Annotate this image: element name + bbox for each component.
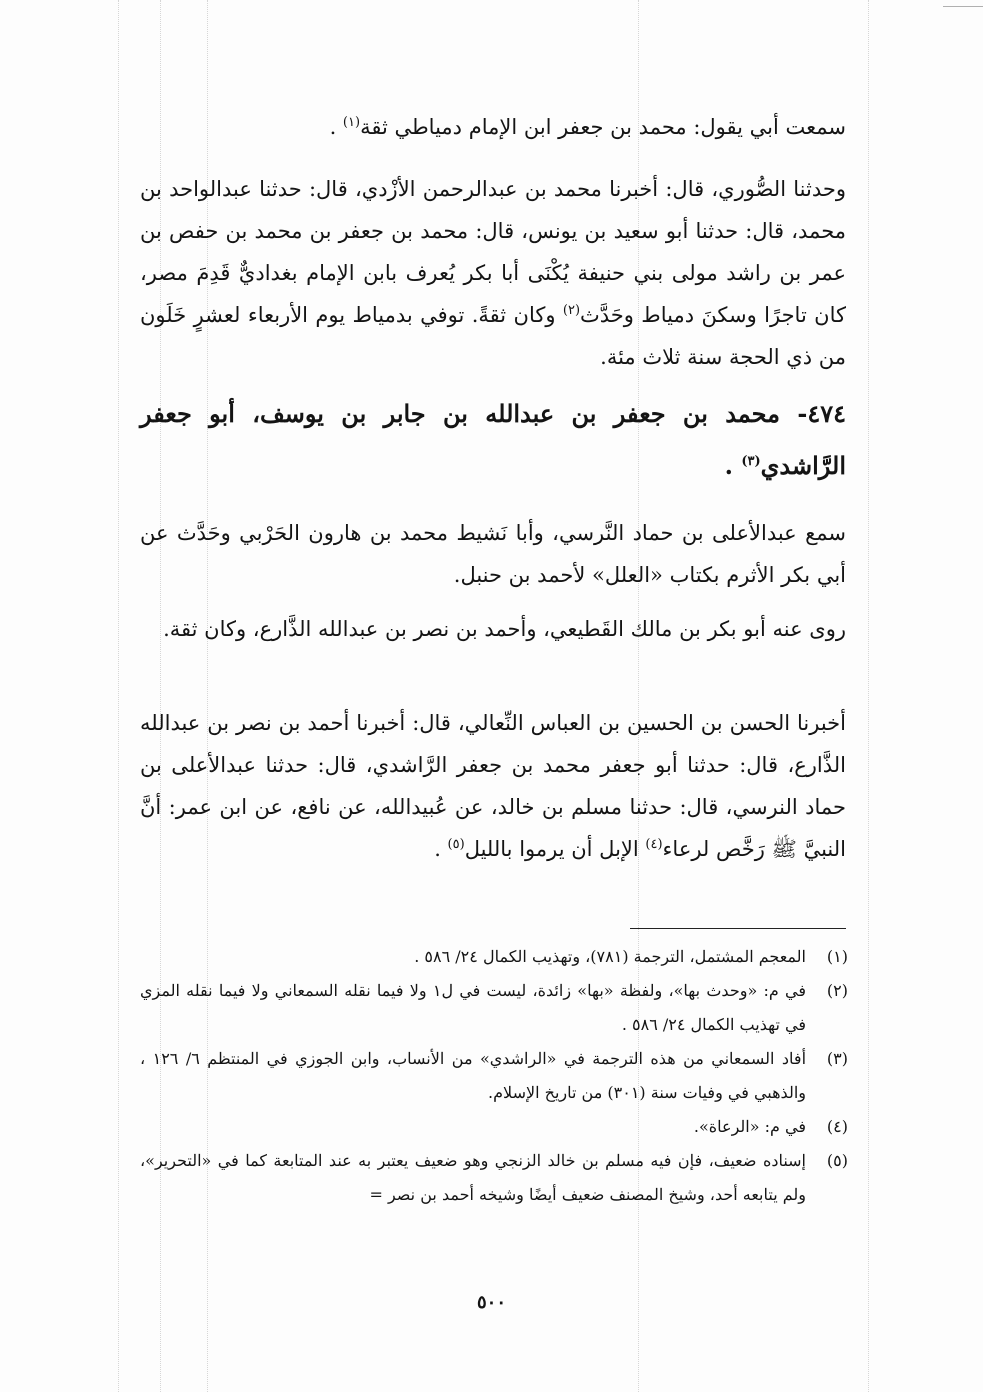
paragraph-3-text: سمع عبدالأعلى بن حماد النَّرسي، وأبا نَشيط محمد بن هارون الحَرْبي وحَدَّث عن أبي بكر الأثرم بكتاب «العلل» لأحمد بن حنبل. xyxy=(140,521,846,587)
paragraph-4-text: روى عنه أبو بكر بن مالك القَطيعي، وأحمد بن نصر بن عبدالله الذَّارع، وكان ثقة. xyxy=(163,617,846,641)
scan-artifact-line xyxy=(868,0,869,1392)
entry-heading-end: . xyxy=(724,451,742,480)
paragraph-text xyxy=(140,168,846,378)
footnotes xyxy=(140,940,848,1212)
entry-heading xyxy=(140,388,846,492)
footnote-ref-3: (٣) xyxy=(741,454,761,469)
footnote-number: (٤) xyxy=(826,1117,848,1136)
paragraph-5-text-b: الإبل أن يرموا بالليل xyxy=(464,837,646,861)
footnote-number: (٢) xyxy=(826,981,848,1000)
footnote-text: في م: «الرعاة». xyxy=(693,1117,806,1136)
scan-corner-mark xyxy=(943,6,983,7)
paragraph-2-text-b: وكان ثقةً. توفي بدمياط يوم الأربعاء لعشرٍ خَلَون من ذي الحجة سنة ثلاث مئة. xyxy=(140,303,846,369)
footnote-ref-4: (٤) xyxy=(645,837,663,852)
page-number: ٥٠٠ xyxy=(476,1292,506,1313)
paragraph-5-end: . xyxy=(434,837,448,861)
footnote-text: إسناده ضعيف، فإن فيه مسلم بن خالد الزنجي وهو ضعيف يعتبر به عند المتابعة كما في «التحرير»، ولم يتابعه أحد، وشيخ المصنف ضعيف أيضًا وشيخه أحمد بن نصر = xyxy=(140,1151,806,1204)
footnote-separator xyxy=(630,928,846,929)
paragraph-5 xyxy=(140,702,846,870)
footnote-item xyxy=(140,1110,848,1144)
paragraph-1 xyxy=(140,106,846,148)
entry-heading-title: ٤٧٤- محمد بن جعفر بن عبدالله بن جابر بن يوسف، أبو جعفر الرَّاشدي xyxy=(140,399,846,480)
paragraph-5-text-a: أخبرنا الحسن بن الحسين بن العباس النِّعالي، قال: أخبرنا أحمد بن نصر بن عبدالله الذَّارع، قال: حدثنا أبو جعفر محمد بن جعفر الرَّاشدي، قال: حدثنا عبدالأعلى بن حماد النرسي، قال: حدثنا مسلم بن خالد، عن عُبيدالله، عن نافع، عن ابن عمر: أنَّ النبيَّ ﷺ رَخَّص لرعاء xyxy=(140,711,846,861)
footnote-ref-1: (١) xyxy=(342,115,361,130)
entry-heading-text xyxy=(140,388,846,492)
paragraph-3 xyxy=(140,512,846,596)
paragraph-2-text-a: وحدثنا الصُّوري، قال: أخبرنا محمد بن عبدالرحمن الأزْدي، قال: حدثنا عبدالواحد بن محمد، قال: حدثنا أبو سعيد بن يونس، قال: محمد بن جعفر بن محمد بن حفص بن عمر بن راشد مولى بني حنيفة يُكْنَى أبا بكر يُعرف بابن الإمام بغداديٌّ قَدِمَ مصر، كان تاجرًا وسكنَ دمياط وحَدَّث xyxy=(140,177,846,327)
footnote-text: في م: «وحدث بها»، ولفظة «بها» زائدة، ليست في ل١ ولا فيما نقله السمعاني ولا فيما نقله المزي في تهذيب الكمال ٢٤/ ٥٨٦ . xyxy=(140,981,807,1034)
paragraph-text xyxy=(140,106,846,148)
footnote-ref-5: (٥) xyxy=(447,837,465,852)
footnote-item xyxy=(140,940,848,974)
footnote-text: المعجم المشتمل، الترجمة (٧٨١)، وتهذيب الكمال ٢٤/ ٥٨٦ . xyxy=(414,947,806,966)
footnote-item xyxy=(140,1144,848,1212)
footnote-item xyxy=(140,974,848,1042)
footnote-item xyxy=(140,1042,848,1110)
scan-artifact-line xyxy=(118,0,119,1392)
paragraph-text xyxy=(140,702,846,870)
footnote-number: (٣) xyxy=(826,1049,848,1068)
paragraph-1-text: سمعت أبي يقول: محمد بن جعفر ابن الإمام دمياطي ثقة xyxy=(360,115,846,139)
paragraph-4 xyxy=(140,608,846,650)
paragraph-2 xyxy=(140,168,846,378)
paragraph-1-end: . xyxy=(329,115,343,139)
footnote-number: (٥) xyxy=(826,1151,848,1170)
footnote-text: أفاد السمعاني من هذه الترجمة في «الراشدي» من الأنساب، وابن الجوزي في المنتظم ٦/ ١٢٦ ، والذهبي في وفيات سنة (٣٠١) من تاريخ الإسلام. xyxy=(140,1049,807,1102)
footnote-ref-2: (٢) xyxy=(562,303,581,318)
footnote-number: (١) xyxy=(826,947,848,966)
